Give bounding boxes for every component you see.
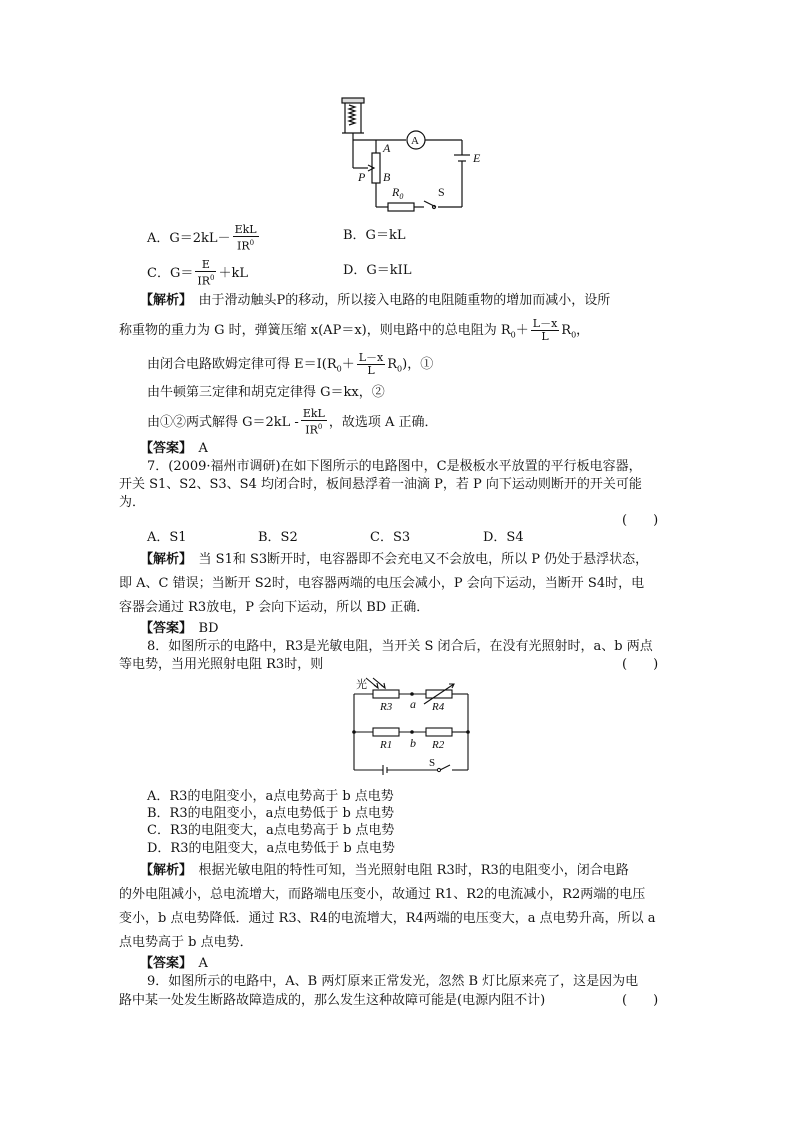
q8-stem-line2: 等电势，当用光照射电阻 R3时，则 [119, 657, 324, 672]
q8-option-d: D．R3的电阻变大，a点电势低于 b 点电势 [147, 841, 395, 856]
q8-analysis-line2: 的外电阻减小，总电流增大，而路端电压变小，故通过 R1、R2的电流减小，R2两端的电压 [119, 887, 646, 902]
fig2-label-b: b [410, 736, 416, 750]
fig2-label-r2: R2 [432, 739, 445, 751]
q7-analysis-line1: 【解析】 当 S1和 S3断开时，电容器即不会充电又不会放电，所以 P 仍处于悬浮状态， [140, 552, 649, 567]
q7-analysis-line2: 即 A、C 错误；当断开 S2时，电容器两端的电压会减小，P 会向下运动，当断开 S4时，电 [119, 576, 645, 591]
q6-option-a: A．G＝2kL－ $\frac{\text{EkL}}{IR^0}$ [147, 223, 257, 253]
q6-option-c: C．G＝ $\frac{E}{IR^0}$ ＋kL [147, 258, 248, 288]
fig2-light-label: 光 [356, 679, 367, 691]
q7-stem-line1: 7．(2009·福州市调研)在如下图所示的电路图中，C是极板水平放置的平行板电容器， [147, 459, 642, 474]
q8-option-a: A．R3的电阻变小，a点电势高于 b 点电势 [147, 789, 394, 804]
q8-analysis-line3: 变小，b 点电势降低．通过 R3、R4的电流增大，R4两端的电压变大，a 点电势升高，所以 a [119, 911, 656, 926]
figure-bridge-circuit [340, 676, 480, 778]
q7-stem-line3: 为． [119, 495, 146, 510]
q8-answer-paren: ( ) [622, 657, 659, 672]
fig1-label-b: B [383, 170, 391, 184]
q6-option-d: D．G＝kIL [343, 263, 412, 278]
fig2-label-s: S [429, 757, 436, 769]
fig2-label-r1: R1 [380, 739, 393, 751]
fig2-label-r4: R4 [432, 701, 445, 713]
q7-option-d: D．S4 [483, 530, 524, 545]
q6-analysis-line4: 由牛顿第三定律和胡克定律得 G＝kx，② [147, 385, 385, 400]
q8-analysis-line1: 【解析】 根据光敏电阻的特性可知，当光照射电阻 R3时，R3的电阻变小，闭合电路 [140, 863, 629, 878]
q9-answer-paren: ( ) [622, 993, 659, 1008]
q6-analysis-line3: 由闭合电路欧姆定律可得 $E=I(R_0+$ $\frac{L-x}{L}$ $R_0$)，① [147, 351, 434, 377]
q7-stem-line2: 开关 S1、S2、S3、S4 均闭合时，板间悬浮着一油滴 P，若 P 向下运动则断开的开关可能 [119, 477, 642, 492]
q9-stem-line2: 路中某一处发生断路故障造成的，那么发生这种故障可能是(电源内阻不计) [119, 993, 546, 1008]
fig1-label-a: A [383, 141, 391, 155]
fig2-label-r3: R3 [380, 701, 393, 713]
fig1-ammeter: A [411, 135, 419, 147]
q8-option-c: C．R3的电阻变大，a点电势高于 b 点电势 [147, 823, 395, 838]
q8-stem-line1: 8．如图所示的电路中，R3是光敏电阻，当开关 S 闭合后，在没有光照射时，a、b 两点 [147, 639, 653, 654]
fig1-label-e: E [473, 151, 481, 165]
q7-answer: 【答案】 BD [140, 621, 219, 636]
q6-analysis-line5: 由①②两式解得 G＝2kL - $\frac{\text{EkL}}{IR^0}$ ，故选项 A 正确． [147, 407, 438, 437]
q7-option-c: C．S3 [370, 530, 411, 545]
q6-analysis-line2: 称重物的重力为 G 时，弹簧压缩 x(AP＝x)，则电路中的总电阻为 $R_0+$ $\frac{L-x}{L}$ $R_0$， [119, 317, 590, 343]
q7-analysis-line3: 容器会通过 R3放电，P 会向下运动，所以 BD 正确． [119, 600, 430, 615]
q7-option-a: A．S1 [147, 530, 187, 545]
figure-spring-scale-circuit [330, 95, 490, 220]
q6-answer: 【答案】 A [140, 441, 208, 456]
fig1-label-p: P [358, 170, 366, 184]
q9-stem-line1: 9．如图所示的电路中，A、B 两灯原来正常发光，忽然 B 灯比原来亮了，这是因为电 [147, 974, 639, 989]
q7-option-b: B．S2 [258, 530, 298, 545]
q6-option-b: B．G＝kL [343, 228, 406, 243]
q8-option-b: B．R3的电阻变小，a点电势低于 b 点电势 [147, 806, 394, 821]
fig2-label-a: a [410, 697, 416, 711]
q8-answer: 【答案】 A [140, 956, 208, 971]
fig1-label-r0: $R_0$ [392, 185, 404, 201]
q6-analysis-line1: 【解析】 由于滑动触头P的移动，所以接入电路的电阻随重物的增加而减小，设所 [140, 293, 611, 308]
q7-answer-paren: ( ) [622, 513, 659, 528]
q8-analysis-line4: 点电势高于 b 点电势． [119, 935, 253, 950]
fig1-label-s: S [438, 185, 445, 199]
